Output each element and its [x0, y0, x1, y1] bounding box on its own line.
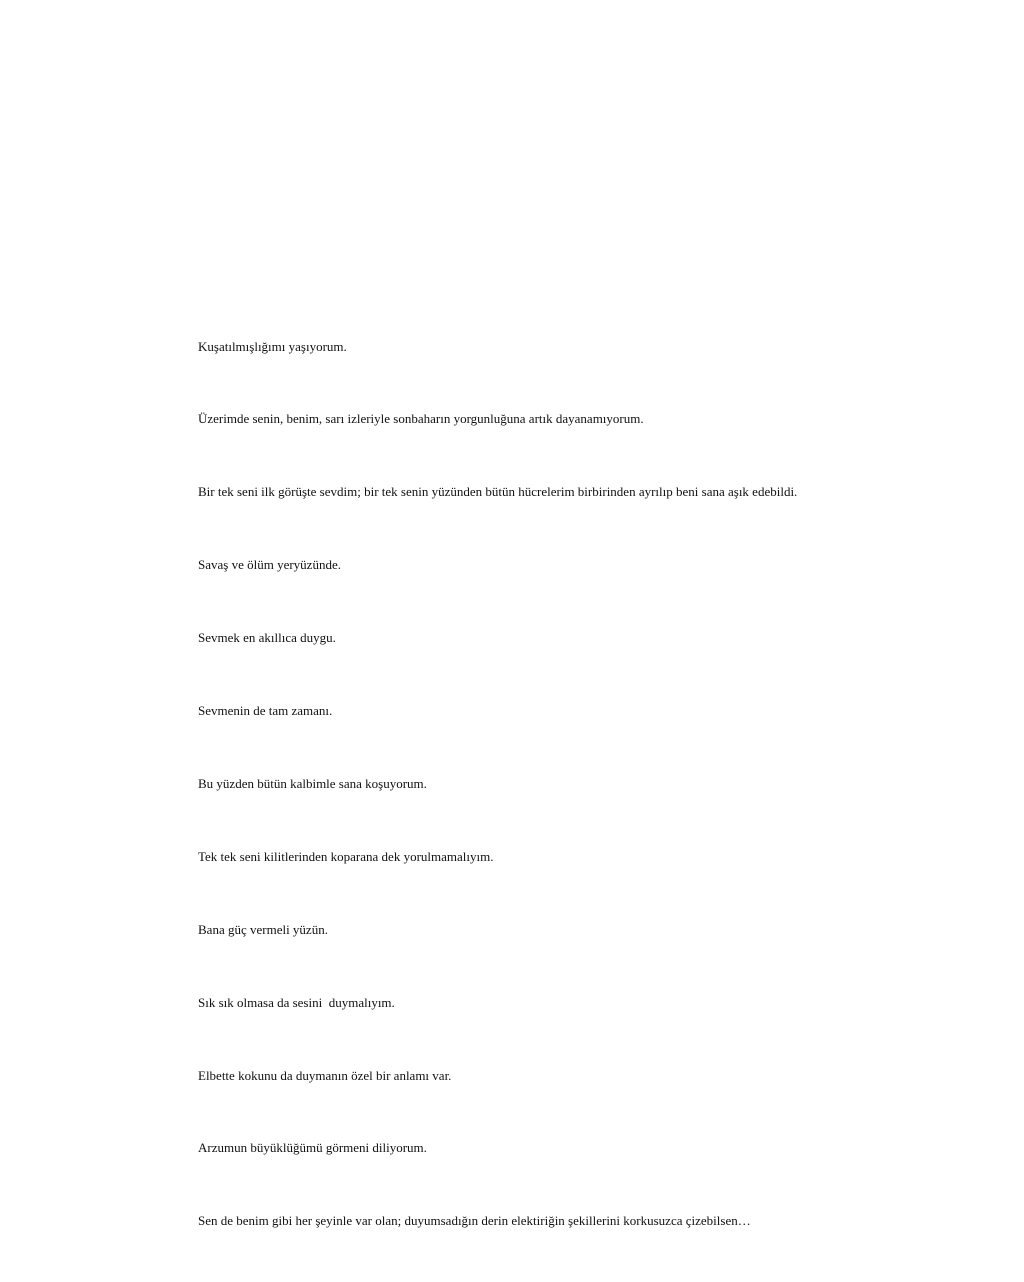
text-line-7: Bu yüzden bütün kalbimle sana koşuyorum. — [198, 775, 427, 791]
text-line-2: Üzerimde senin, benim, sarı izleriyle sonbaharın yorgunluğuna artık dayanamıyorum. — [198, 411, 644, 427]
text-line-1: Kuşatılmışlığımı yaşıyorum. — [198, 338, 347, 354]
text-line-13: Sen de benim gibi her şeyinle var olan; duyumsadığın derin elektiriğin şekillerini korkusuzca çizebilsen… — [198, 1213, 751, 1229]
text-line-4: Savaş ve ölüm yeryüzünde. — [198, 557, 341, 573]
text-line-9: Bana güç vermeli yüzün. — [198, 921, 328, 937]
text-line-6: Sevmenin de tam zamanı. — [198, 703, 333, 719]
poem-text — [198, 286, 998, 1282]
text-line-11: Elbette kokunu da duymanın özel bir anlamı var. — [198, 1067, 452, 1083]
text-line-12: Arzumun büyüklüğümü görmeni diliyorum. — [198, 1140, 427, 1156]
text-line-8: Tek tek seni kilitlerinden koparana dek yorulmamalıyım. — [198, 848, 494, 864]
text-line-5: Sevmek en akıllıca duygu. — [198, 630, 336, 646]
text-line-3: Bir tek seni ilk görüşte sevdim; bir tek senin yüzünden bütün hücrelerim birbirinden ayrılıp beni sana aşık edebildi. — [198, 484, 798, 500]
text-line-10: Sık sık olmasa da sesini duymalıyım. — [198, 994, 395, 1010]
